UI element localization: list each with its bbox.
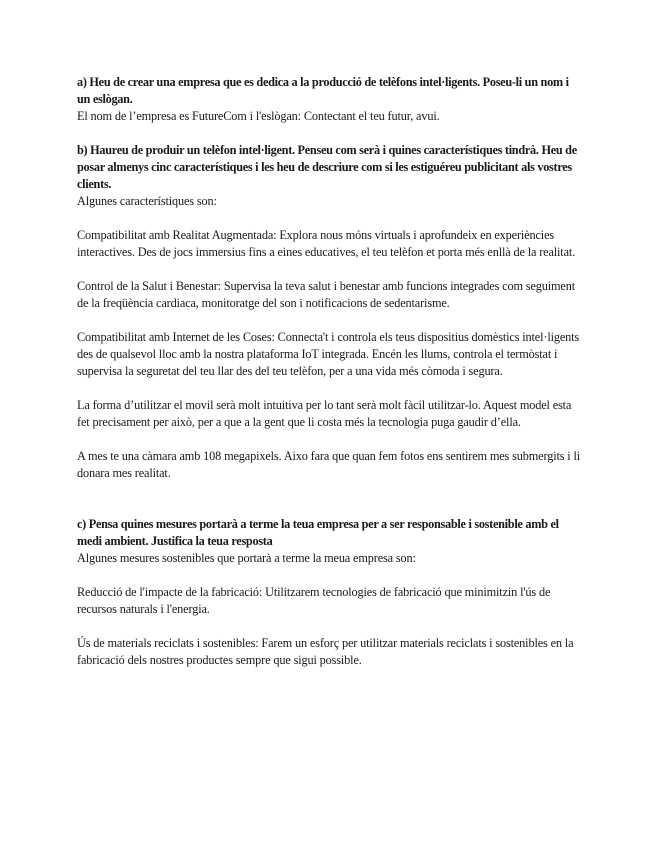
spacer	[77, 482, 582, 516]
answer-a: El nom de l’empresa es FutureCom i l'eslògan: Contectant el teu futur, avui.	[77, 109, 440, 123]
feature-paragraph-camera: A mes te una càmara amb 108 megapixels. Aixo fara que quan fem fotos ens sentirem mes submergits i li donara mes realitat.	[77, 449, 581, 480]
question-b: b) Haureu de produir un telèfon intel·ligent. Penseu com serà i quines característiques tindrà. Heu de posar almenys cinc característiques i les heu de descriure com si les estiguéreu publicitant als vostres clients.	[77, 143, 577, 191]
spacer	[77, 618, 582, 635]
spacer	[77, 380, 582, 397]
measure-paragraph-materials: Ús de materials reciclats i sostenibles: Farem un esforç per utilitzar materials reciclats i sostenibles en la fabricació dels nostres productes sempre que sigui possible.	[77, 636, 574, 667]
spacer	[77, 312, 582, 329]
question-a: a) Heu de crear una empresa que es dedica a la producció de telèfons intel·ligents. Poseu-li un nom i un eslògan.	[77, 75, 569, 106]
feature-paragraph-usability: La forma d’utilitzar el movil serà molt intuitiva per lo tant serà molt fàcil utilitzar-lo. Aquest model esta fet precisament per això, per a que a la gent que li costa més la tecnologia puga gaudir d’ella.	[77, 398, 572, 429]
answer-b-intro: Algunes característiques son:	[77, 194, 217, 208]
measure-paragraph-manufacturing: Reducció de l'impacte de la fabricació: Utilitzarem tecnologies de fabricació que minimitzin l'ús de recursos naturals i l'energia.	[77, 585, 551, 616]
spacer	[77, 261, 582, 278]
answer-c-intro: Algunes mesures sostenibles que portarà a terme la meua empresa son:	[77, 551, 416, 565]
spacer	[77, 125, 582, 142]
document-body	[77, 74, 582, 669]
spacer	[77, 567, 582, 584]
spacer	[77, 210, 582, 227]
feature-paragraph-ar: Compatibilitat amb Realitat Augmentada: Explora nous móns virtuals i aprofundeix en experiències interactives. Des de jocs immersius fins a eines educatives, el teu telèfon et porta més enllà de la realitat.	[77, 228, 576, 259]
feature-paragraph-iot: Compatibilitat amb Internet de les Coses: Connecta't i controla els teus dispositius domèstics intel·ligents des de qualsevol lloc amb la nostra plataforma IoT integrada. Encén les llums, controla el termòstat i supervisa la seguretat del teu llar des del teu telèfon, per a una vida més còmoda i segura.	[77, 330, 580, 378]
question-c: c) Pensa quines mesures portarà a terme la teua empresa per a ser responsable i sostenible amb el medi ambient. Justifica la teua resposta	[77, 517, 559, 548]
spacer	[77, 431, 582, 448]
feature-paragraph-health: Control de la Salut i Benestar: Supervisa la teva salut i benestar amb funcions integrades com seguiment de la freqüència cardiaca, monitoratge del son i notificacions de sedentarisme.	[77, 279, 576, 310]
